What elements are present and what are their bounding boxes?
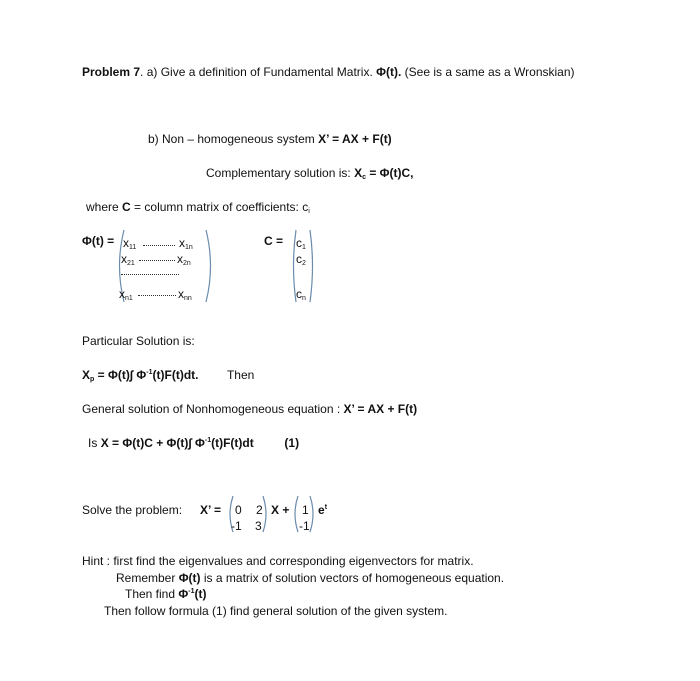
a22: 3 — [255, 519, 262, 533]
complementary-label: Complementary solution is: — [206, 166, 351, 180]
solve-label: Solve the problem: — [82, 503, 183, 517]
a11: 0 — [235, 503, 242, 517]
a21: -1 — [231, 519, 242, 533]
f2: -1 — [299, 519, 310, 533]
part-b-line — [148, 133, 392, 145]
solve-xplus: X + — [271, 503, 290, 517]
phi-xnn: $x_{nn}$ — [178, 287, 192, 302]
part-a-note: (See is a same as a Wronskian) — [404, 65, 575, 79]
particular-label: Particular Solution is: — [82, 334, 195, 348]
formula-number: (1) — [284, 436, 300, 450]
formula-1-line: Is X = Φ(t)C + Φ(t)∫ $\Phi^{-1}(t)F(t)dt$ (1) — [88, 436, 300, 450]
dots-row2 — [139, 260, 175, 261]
phi-x1n: $x_{1n}$ — [179, 236, 193, 251]
hint-line-3: Then find $\Phi^{-1}(t)$ — [125, 587, 207, 601]
hint-line-2: Remember Φ(t) is a matrix of solution vectors of homogeneous equation. — [116, 571, 505, 585]
phi-x11: $x_{11}$ — [123, 236, 137, 251]
solve-xprime: X’ = — [200, 503, 222, 517]
dots-rown — [138, 295, 176, 296]
problem-label: Problem 7 — [82, 65, 141, 79]
part-a-text: . a) Give a definition of Fundamental Matrix. — [140, 65, 373, 79]
problem-title-line — [82, 66, 575, 78]
general-line: General solution of Nonhomogeneous equation : X’ = AX + F(t) — [82, 402, 418, 416]
dots-row1 — [143, 245, 175, 246]
exp-term: $e^t$ — [318, 503, 328, 517]
phi-x21: $x_{21}$ — [121, 252, 135, 267]
dots-middle — [121, 274, 179, 275]
a12: 2 — [256, 503, 263, 517]
phi-xn1: $x_{n1}$ — [119, 287, 133, 302]
where-line: where C = column matrix of coefficients: $c_i$ — [86, 200, 310, 215]
phi-matrix-label: Φ(t) = — [82, 234, 115, 248]
particular-eq-line: $X_p = \Phi(t)\int$ $\Phi^{-1}(t)F(t)dt$. Then — [82, 368, 255, 383]
hint-line-4: Then follow formula (1) find general solution of the given system. — [104, 604, 448, 618]
f1: 1 — [302, 503, 309, 517]
part-b-system: X’ = AX + F(t) — [318, 132, 392, 146]
phi-x2n: $x_{2n}$ — [177, 252, 191, 267]
hint-line-1: Hint : first find the eigenvalues and corresponding eigenvectors for matrix. — [82, 554, 474, 568]
phi-t: Φ(t). — [376, 65, 402, 79]
c-matrix-label: C = — [264, 234, 284, 248]
part-b-prefix: b) Non – homogeneous system — [148, 132, 315, 146]
then-word: Then — [226, 368, 255, 382]
c2: $c_2$ — [296, 252, 306, 267]
complementary-line — [206, 167, 414, 181]
xc-symbol: $X_c = \Phi(t)C$, — [354, 166, 414, 181]
c1: $c_1$ — [296, 236, 306, 251]
cn: $c_n$ — [296, 287, 306, 302]
